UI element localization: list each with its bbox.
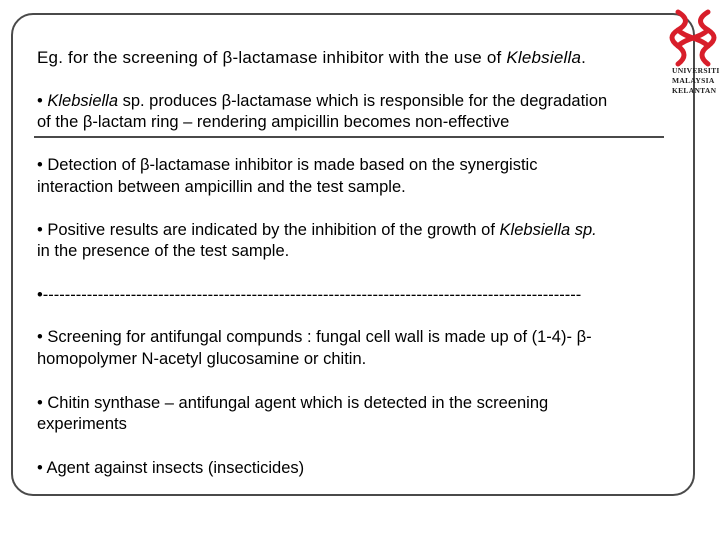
- bullet-chitin-line2: experiments: [37, 415, 127, 433]
- bullet-detection-line2: interaction between ampicillin and the test sample.: [37, 178, 406, 196]
- logo-text-kelantan: KELANTAN: [672, 86, 717, 95]
- logo-text-malaysia: MALAYSIA: [672, 76, 715, 85]
- logo-text-universiti: UNIVERSITI: [672, 66, 720, 75]
- bullet-klebsiella-line2: of the β-lactam ring – rendering ampicillin becomes non-effective: [37, 113, 510, 131]
- bullet-antifungal-line1: • Screening for antifungal compunds : fungal cell wall is made up of (1-4)- β-: [37, 328, 592, 346]
- bullet-positive-line1: • Positive results are indicated by the inhibition of the growth of Klebsiella sp.: [37, 221, 597, 239]
- divider-line: [34, 136, 664, 138]
- bullet-antifungal-line2: homopolymer N-acetyl glucosamine or chitin.: [37, 350, 367, 368]
- bullet-separator: •--------------------------------------------------------------------------------------------------: [37, 286, 582, 304]
- bullet-klebsiella-line1: • Klebsiella sp. produces β-lactamase which is responsible for the degradation: [37, 92, 608, 110]
- bullet-detection-line1: • Detection of β-lactamase inhibitor is made based on the synergistic: [37, 156, 538, 174]
- bullet-insecticides: • Agent against insects (insecticides): [37, 459, 305, 477]
- bullet-positive-line2: in the presence of the test sample.: [37, 242, 290, 260]
- slide-heading: Eg. for the screening of β-lactamase inhibitor with the use of Klebsiella.: [37, 48, 587, 67]
- bullet-chitin-line1: • Chitin synthase – antifungal agent which is detected in the screening: [37, 394, 549, 412]
